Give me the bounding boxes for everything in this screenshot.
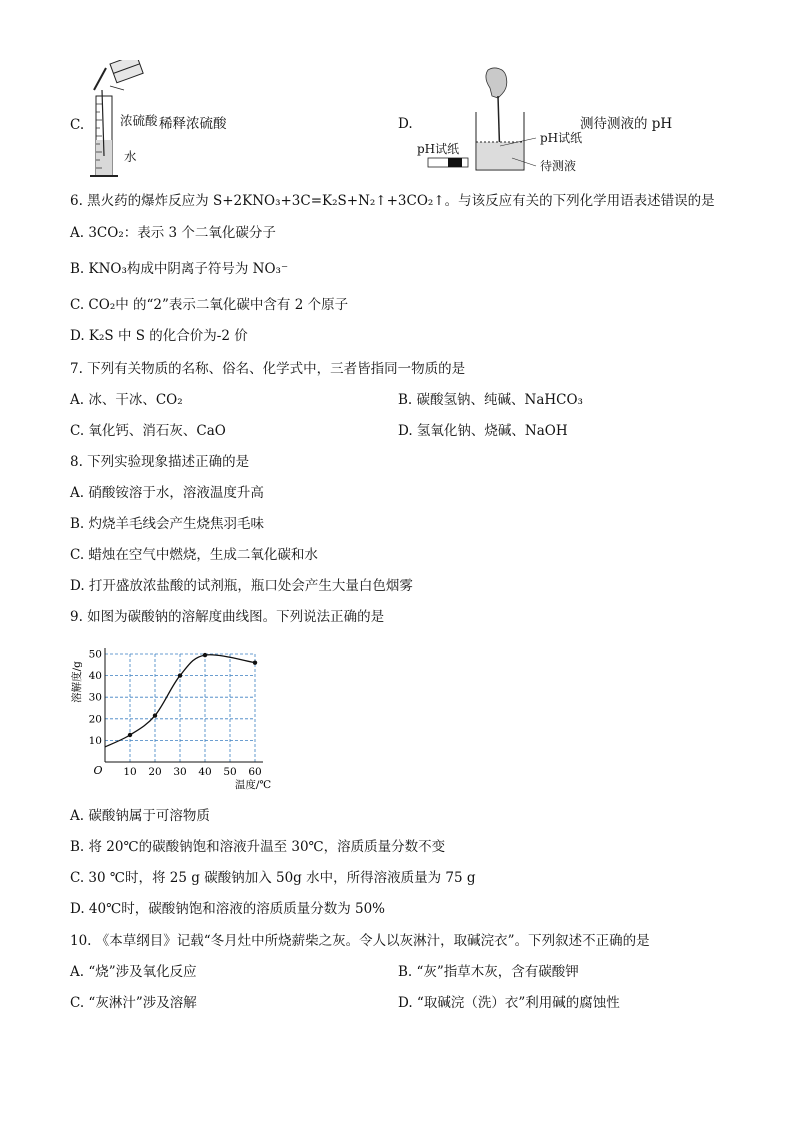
y-tick-label: 50 — [88, 648, 102, 661]
hand-icon — [486, 68, 507, 98]
q9-option-c: C. 30 ℃时，将 25 g 碳酸钠加入 50g 水中，所得溶液质量为 75 g — [70, 870, 476, 886]
glass-rod — [94, 68, 106, 90]
q6-option-a: A. 3CO₂：表示 3 个二氧化碳分子 — [70, 225, 276, 241]
acid-beaker — [110, 60, 143, 83]
graduated-cylinder — [90, 96, 118, 176]
q7-option-c: C. 氧化钙、消石灰、CaO — [70, 423, 226, 439]
q8-option-c: C. 蜡烛在空气中燃烧，生成二氧化碳和水 — [70, 547, 318, 563]
q10-option-a: A. “烧”涉及氧化反应 — [70, 964, 197, 980]
x-tick-label: 60 — [248, 766, 262, 778]
ph-caption: 测待测液的 pH — [580, 116, 673, 132]
data-point — [153, 713, 157, 717]
dilution-caption: 稀释浓硫酸 — [159, 116, 227, 132]
q6-option-b: B. KNO₃构成中阴离子符号为 NO₃⁻ — [70, 261, 289, 277]
x-tick-label: 40 — [198, 766, 212, 778]
chart-axes — [105, 648, 263, 762]
q10-stem: 10. 《本草纲目》记载“冬月灶中所烧薪柴之灰。令人以灰淋汁，取碱浣衣”。下列叙述不正确的是 — [70, 933, 650, 949]
ph-paper-icon — [428, 158, 468, 167]
q10-option-b: B. “灰”指草木灰，含有碳酸钾 — [398, 964, 579, 980]
option-c-letter: C. — [70, 117, 85, 133]
q8-stem: 8. 下列实验现象描述正确的是 — [70, 454, 250, 470]
q7-option-b: B. 碳酸氢钠、纯碱、NaHCO₃ — [398, 392, 583, 408]
test-liquid-label: 待测液 — [540, 159, 577, 173]
q9-option-a: A. 碳酸钠属于可溶物质 — [70, 808, 210, 824]
chart-points — [128, 653, 257, 737]
y-tick-label: 20 — [88, 713, 102, 726]
y-tick-label: 10 — [88, 734, 102, 747]
q7-option-a: A. 冰、干冰、CO₂ — [70, 392, 183, 408]
chart-ticks — [89, 649, 262, 779]
q9-option-b: B. 将 20℃的碳酸钠饱和溶液升温至 30℃，溶质质量分数不变 — [70, 839, 446, 855]
data-point — [253, 660, 257, 664]
q10-option-c: C. “灰淋汁”涉及溶解 — [70, 995, 197, 1011]
ph-strip-label: pH试纸 — [540, 131, 583, 145]
data-point — [203, 653, 207, 657]
q6-option-c: C. CO₂中 的“2”表示二氧化碳中含有 2 个原子 — [70, 297, 349, 313]
x-axis-label: 温度/℃ — [234, 779, 272, 791]
q8-option-a: A. 硝酸铵溶于水，溶液温度升高 — [70, 485, 264, 501]
data-point — [178, 673, 182, 677]
q9-stem: 9. 如图为碳酸钠的溶解度曲线图。下列说法正确的是 — [70, 609, 385, 625]
conc-acid-label: 浓硫酸 — [120, 113, 158, 128]
q7-stem: 7. 下列有关物质的名称、俗名、化学式中，三者皆指同一物质的是 — [70, 361, 466, 377]
water-label: 水 — [124, 149, 137, 164]
origin-label: O — [93, 764, 103, 777]
q10-option-d: D. “取碱浣（洗）衣”利用碱的腐蚀性 — [398, 995, 620, 1011]
x-tick-label: 10 — [123, 766, 137, 778]
x-tick-label: 50 — [223, 766, 237, 778]
x-tick-label: 20 — [148, 766, 162, 778]
q7-option-d: D. 氢氧化钠、烧碱、NaOH — [398, 423, 568, 439]
ph-paper-label: pH试纸 — [417, 142, 460, 156]
chart-grid — [105, 654, 255, 762]
q6-option-d: D. K₂S 中 S 的化合价为-2 价 — [70, 328, 248, 344]
q8-option-b: B. 灼烧羊毛线会产生烧焦羽毛味 — [70, 516, 265, 532]
solubility-chart — [68, 640, 288, 800]
y-axis-label: 溶解度/g — [71, 661, 83, 703]
x-tick-label: 30 — [173, 766, 187, 778]
data-point — [128, 733, 132, 737]
q8-option-d: D. 打开盛放浓盐酸的试剂瓶，瓶口处会产生大量白色烟雾 — [70, 578, 413, 594]
option-d-letter: D. — [398, 116, 413, 132]
q9-option-d: D. 40℃时，碳酸钠饱和溶液的溶质质量分数为 50% — [70, 901, 386, 917]
y-tick-label: 40 — [88, 670, 102, 683]
y-tick-label: 30 — [88, 691, 102, 704]
q6-stem: 6. 黑火药的爆炸反应为 S+2KNO₃+3C=K₂S+N₂↑+3CO₂↑。与该反应有关的下列化学用语表述错误的是 — [70, 193, 715, 209]
